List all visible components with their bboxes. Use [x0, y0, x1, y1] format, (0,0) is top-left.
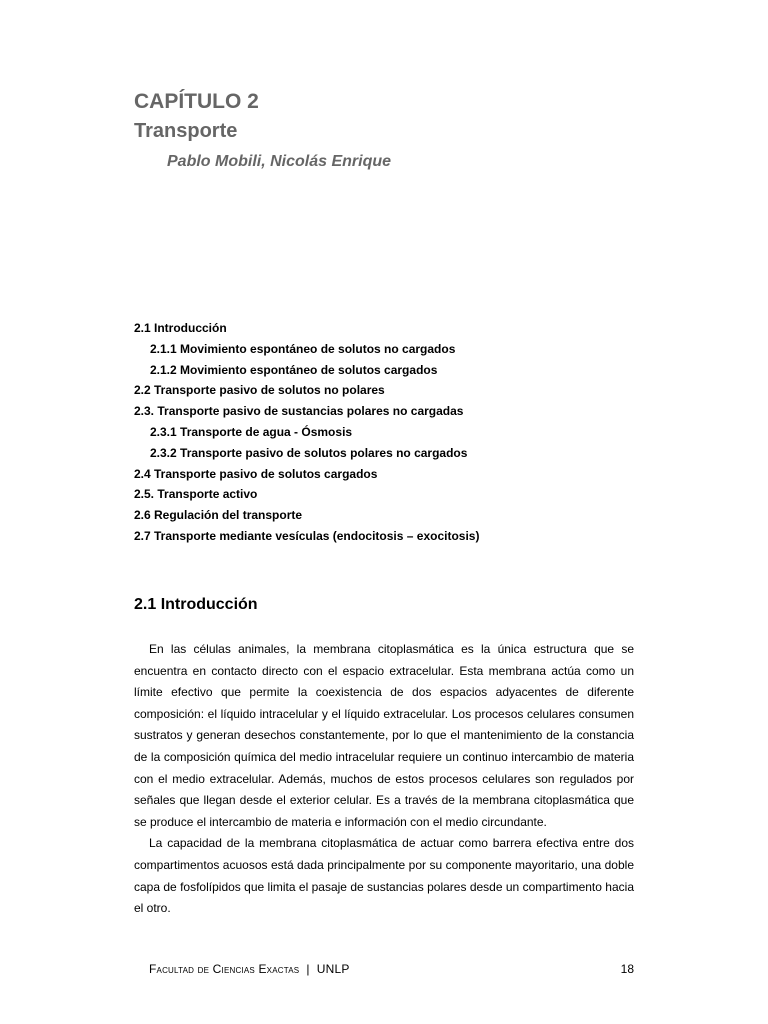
toc-entry: 2.5. Transporte activo: [134, 487, 258, 502]
footer-label: Facultad de Ciencias Exactas | UNLP: [149, 962, 350, 976]
toc-entry: 2.4 Transporte pasivo de solutos cargados: [134, 466, 378, 481]
toc-entry: 2.1.2 Movimiento espontáneo de solutos cargados: [150, 362, 438, 377]
toc-entry: 2.3.2 Transporte pasivo de solutos polares no cargados: [150, 445, 468, 460]
body-paragraph: En las células animales, la membrana citoplasmática es la única estructura que se encuentra en contacto directo con el espacio extracelular. Esta membrana actúa como un límite efectivo que permite la coexistencia de dos espacios adyacentes de diferente composición: el líquido intracelular y el líquido extracelular. Los procesos celulares consumen sustratos y generan desechos constantemente, por lo que el mantenimiento de la constancia de la composición química del medio intracelular requiere un continuo intercambio de materia con el medio extracelular. Además, muchos de estos procesos celulares son regulados por señales que llegan desde el exterior celular. Es a través de la membrana citoplasmática que se produce el intercambio de materia e información con el medio circundante.: [134, 642, 634, 829]
body-paragraph: La capacidad de la membrana citoplasmática de actuar como barrera efectiva entre dos compartimentos acuosos está dada principalmente por su componente mayoritario, una doble capa de fosfolípidos que limita el pasaje de sustancias polares desde un compartimento hacia el otro.: [134, 836, 634, 916]
chapter-authors: Pablo Mobili, Nicolás Enrique: [167, 153, 392, 170]
section-body: [134, 639, 634, 920]
toc-entry: 2.1 Introducción: [134, 321, 227, 335]
toc-entry: 2.7 Transporte mediante vesículas (endocitosis – exocitosis): [134, 528, 480, 543]
toc-entry: 2.1.1 Movimiento espontáneo de solutos no cargados: [150, 341, 456, 356]
section-heading: 2.1 Introducción: [134, 596, 258, 613]
chapter-title: Transporte: [134, 120, 238, 142]
toc-entry: 2.3.1 Transporte de agua - Ósmosis: [150, 424, 353, 439]
toc-entry: 2.6 Regulación del transporte: [134, 508, 303, 523]
table-of-contents: [134, 318, 654, 547]
toc-entry: 2.3. Transporte pasivo de sustancias polares no cargadas: [134, 404, 464, 419]
toc-entry: 2.2 Transporte pasivo de solutos no polares: [134, 383, 385, 398]
page-number: 18: [620, 962, 634, 976]
chapter-label: CAPÍTULO 2: [134, 90, 259, 113]
